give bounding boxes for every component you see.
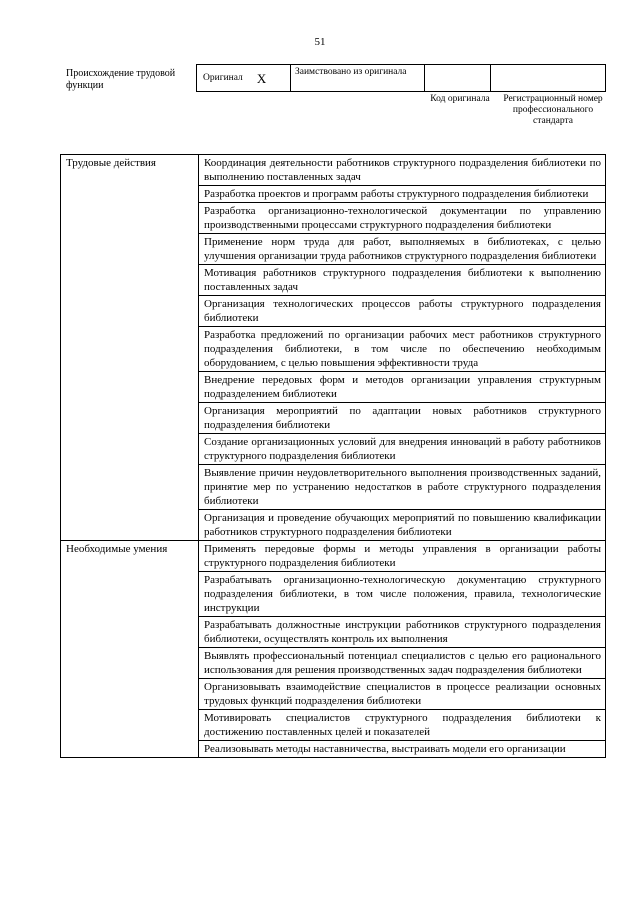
original-mark: X	[256, 70, 267, 86]
table-item: Разрабатывать должностные инструкции работников структурного подразделения библиотеки, осуществлять контроль их выполнения	[199, 617, 606, 648]
table-row	[61, 541, 606, 572]
table-item: Координация деятельности работников структурного подразделения библиотеки по выполнению поставленных задач	[199, 155, 606, 186]
table-item: Выявление причин неудовлетворительного выполнения производственных заданий, принятие мер по устранению недостатков в работе структурного подразделения библиотеки	[199, 465, 606, 510]
table-item: Мотивация работников структурного подразделения библиотеки к выполнению поставленных задач	[199, 265, 606, 296]
table-item: Применение норм труда для работ, выполняемых в библиотеках, с целью улучшения организации труда работников структурного подразделения библиотеки	[199, 234, 606, 265]
table-item: Организовывать взаимодействие специалистов в процессе реализации основных трудовых функций подразделения библиотеки	[199, 679, 606, 710]
origin-box	[196, 64, 606, 92]
table-item: Организация мероприятий по адаптации новых работников структурного подразделения библиотеки	[199, 403, 606, 434]
section-title: Трудовые действия	[61, 155, 199, 541]
original-cell	[197, 65, 291, 91]
table-item: Разработка проектов и программ работы структурного подразделения библиотеки	[199, 186, 606, 203]
table-row	[61, 155, 606, 186]
section-title: Необходимые умения	[61, 541, 199, 758]
table-item: Выявлять профессиональный потенциал специалистов с целью его рационального использования для решения производственных задач подразделения библиотеки	[199, 648, 606, 679]
code-caption: Код оригинала	[430, 94, 490, 104]
table-item: Применять передовые формы и методы управления в организации работы структурного подразделения библиотеки	[199, 541, 606, 572]
borrowed-label: Заимствовано из оригинала	[291, 65, 425, 91]
table-item: Разработка предложений по организации рабочих мест работников структурного подразделения библиотеки, в том числе по обеспечению необходимым оборудованием, с целью повышения эффективности труда	[199, 327, 606, 372]
origin-label: Происхождение трудовой функции	[66, 68, 176, 91]
table-item: Внедрение передовых форм и методов организации управления структурным подразделением библиотеки	[199, 372, 606, 403]
function-table	[60, 154, 606, 758]
table-item: Мотивировать специалистов структурного подразделения библиотеки к достижению поставленных целей и показателей	[199, 710, 606, 741]
table-item: Реализовывать методы наставничества, выстраивать модели его организации	[199, 741, 606, 758]
reg-number-cell	[491, 65, 605, 91]
table-item: Разрабатывать организационно-технологическую документацию структурного подразделения библиотеки, в том числе положения, правила, технологические инструкции	[199, 572, 606, 617]
table-item: Создание организационных условий для внедрения инноваций в работу работников структурного подразделения библиотеки	[199, 434, 606, 465]
table-item: Организация и проведение обучающих мероприятий по повышению квалификации работников структурного подразделения библиотеки	[199, 510, 606, 541]
reg-caption: Регистрационный номер профессионального стандарта	[503, 94, 603, 126]
code-cell	[425, 65, 491, 91]
page-number: 51	[314, 36, 326, 48]
table-item: Разработка организационно-технологической документации по управлению производственными процессами структурного подразделения библиотеки	[199, 203, 606, 234]
original-label: Оригинал	[203, 72, 243, 83]
table-item: Организация технологических процессов работы структурного подразделения библиотеки	[199, 296, 606, 327]
